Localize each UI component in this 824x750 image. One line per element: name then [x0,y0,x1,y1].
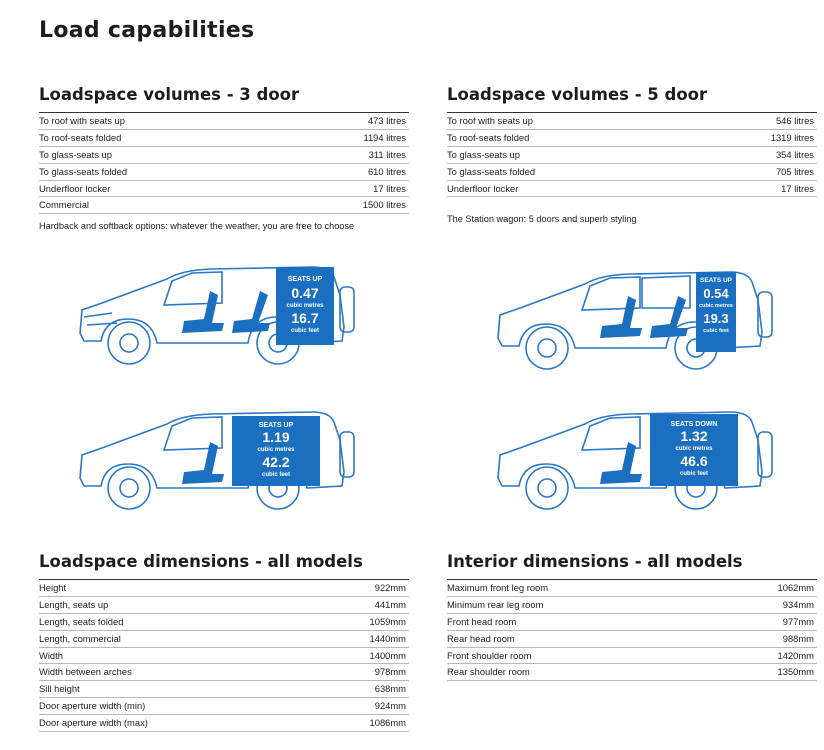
cargo-volume-label [699,277,733,334]
svg-text:0.54: 0.54 [703,286,729,301]
svg-text:SEATS UP: SEATS UP [287,276,323,283]
row-value: 1440mm [369,632,406,644]
row-value: 1086mm [369,717,406,729]
svg-text:46.6: 46.6 [680,453,708,469]
table-row [39,113,409,130]
section-title: Loadspace dimensions - all models [39,552,363,571]
svg-text:1.19: 1.19 [262,429,290,445]
table-row [447,181,817,198]
table-row [39,147,409,164]
row-value: 1420mm [777,649,814,661]
row-label: Minimum rear leg room [447,598,544,610]
table-row [39,681,409,698]
table-row [447,664,817,681]
row-value: 17 litres [781,182,814,194]
row-value: 988mm [782,632,814,644]
cargo-volume-label [257,422,295,478]
loadspace-dimensions-section [39,552,409,732]
svg-text:cubic feet: cubic feet [290,328,320,334]
svg-text:cubic feet: cubic feet [261,472,291,478]
row-label: Height [39,582,67,593]
car-illustration-5-door-seats-down [490,400,780,520]
row-label: Length, seats up [39,598,109,610]
table-row [39,715,409,732]
section-title: Loadspace volumes - 3 door [39,85,300,104]
row-label: Length, seats folded [39,615,124,627]
car-3-door-svg [72,255,362,375]
svg-text:19.3: 19.3 [703,311,729,326]
row-label: Door aperture width (max) [39,717,148,729]
table-row [39,181,409,198]
table-row [39,597,409,614]
table-row [447,648,817,665]
row-value: 473 litres [367,115,406,126]
page-title: Load capabilities [39,18,255,43]
table-row [447,147,817,164]
row-value: 1194 litres [363,131,406,143]
table-row [39,130,409,147]
interior-dimensions-section [447,552,817,681]
table-row [447,597,817,614]
row-value: 1059mm [369,615,406,627]
row-value: 924mm [374,700,406,712]
table-row [447,614,817,631]
volumes-5-door-table [447,112,817,197]
svg-text:42.2: 42.2 [262,454,290,470]
svg-text:SEATS DOWN: SEATS DOWN [670,421,718,428]
table-row [447,580,817,597]
svg-text:16.7: 16.7 [291,310,319,326]
table-row [39,631,409,648]
svg-text:0.47: 0.47 [291,285,319,301]
car-illustration-3-door-seats-up [72,255,362,375]
row-label: To roof-seats folded [447,131,530,143]
row-label: Front shoulder room [447,649,532,661]
table-row [39,698,409,715]
volumes-3-door-section [39,85,409,231]
table-row [447,164,817,181]
row-label: Length, commercial [39,632,121,644]
row-label: Front head room [447,615,517,627]
svg-text:SEATS UP: SEATS UP [699,277,733,284]
svg-text:cubic feet: cubic feet [703,328,729,334]
row-label: Door aperture width (min) [39,700,146,712]
row-value: 311 litres [368,148,406,160]
row-value: 1062mm [777,582,814,593]
row-value: 610 litres [367,165,406,177]
row-label: Underfloor locker [39,182,111,194]
svg-text:cubic metres: cubic metres [257,447,295,453]
row-label: To glass-seats folded [39,165,128,177]
volumes-5-door-section [447,85,817,224]
svg-text:cubic metres: cubic metres [675,446,713,452]
row-label: Rear head room [447,632,515,644]
table-row [39,197,409,214]
svg-text:cubic metres: cubic metres [286,303,324,309]
row-value: 934mm [782,598,814,610]
row-label: To glass-seats up [447,148,520,160]
caption: The Station wagon: 5 doors and superb styling [447,214,637,225]
table-row [447,631,817,648]
table-row [39,164,409,181]
car-5-door-svg [490,260,780,380]
svg-text:SEATS UP: SEATS UP [258,422,294,429]
row-value: 922mm [374,582,406,593]
row-label: To glass-seats folded [447,165,536,177]
row-value: 546 litres [775,115,814,126]
car-3-door-roof-svg [72,400,362,520]
row-value: 1500 litres [362,199,406,211]
row-value: 1319 litres [770,131,814,143]
svg-text:cubic metres: cubic metres [699,303,733,309]
row-label: Maximum front leg room [447,582,549,593]
table-row [447,130,817,147]
row-label: Underfloor locker [447,182,519,194]
caption: Hardback and softback options: whatever the weather, you are free to choose [39,221,355,232]
row-value: 978mm [374,666,406,678]
row-label: Width between arches [39,666,132,678]
row-label: Commercial [39,199,90,211]
row-value: 17 litres [373,182,406,194]
row-label: Rear shoulder room [447,666,530,678]
row-label: To roof with seats up [39,115,125,126]
car-5-door-seats-down-svg [490,400,780,520]
svg-text:1.32: 1.32 [680,428,708,444]
cargo-volume-label [286,276,324,334]
table-row [39,614,409,631]
row-label: To roof-seats folded [39,131,122,143]
row-value: 354 litres [775,148,814,160]
row-value: 1350mm [777,666,814,678]
row-value: 1400mm [369,649,406,661]
table-row [447,113,817,130]
loadspace-dimensions-table [39,579,409,732]
table-row [39,664,409,681]
row-value: 705 litres [775,165,814,177]
car-illustration-3-door-seats-up-roof [72,400,362,520]
row-value: 638mm [374,683,406,695]
section-title: Interior dimensions - all models [447,552,743,571]
table-row [39,580,409,597]
section-title: Loadspace volumes - 5 door [447,85,708,104]
interior-dimensions-table [447,579,817,681]
row-value: 977mm [782,615,814,627]
row-label: To glass-seats up [39,148,112,160]
table-row [39,648,409,665]
row-label: Width [39,649,63,661]
row-label: Sill height [39,683,80,695]
volumes-3-door-table [39,112,409,214]
row-value: 441mm [374,598,406,610]
row-label: To roof with seats up [447,115,533,126]
svg-text:cubic feet: cubic feet [679,471,709,477]
car-illustration-5-door-seats-up [490,260,780,380]
